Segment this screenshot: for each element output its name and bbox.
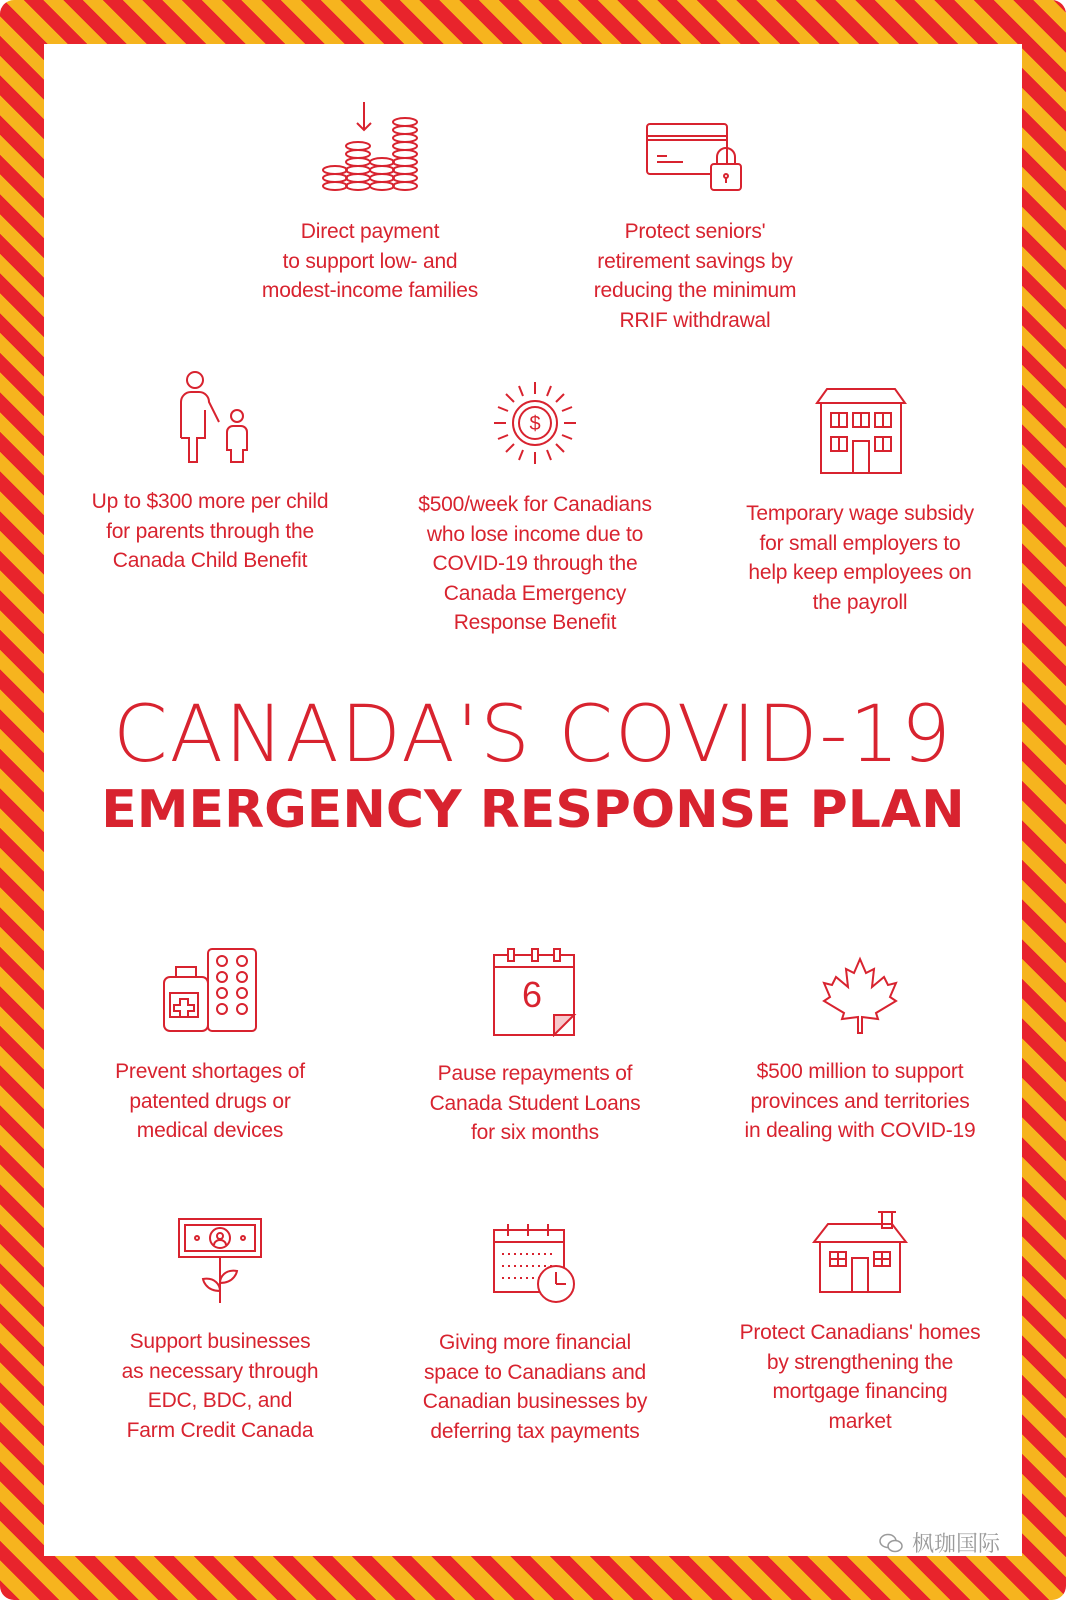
item-provinces-support bbox=[710, 955, 1010, 1146]
title-line-2: EMERGENCY RESPONSE PLAN bbox=[101, 780, 965, 840]
item-caption: Protect Canadians' homes by strengthening the mortgage financing market bbox=[739, 1321, 981, 1433]
office-building-icon bbox=[813, 385, 908, 477]
item-caption: Temporary wage subsidy for small employers to help keep employees on the payroll bbox=[746, 502, 974, 614]
medicine-pills-icon bbox=[160, 945, 260, 1035]
watermark bbox=[878, 1527, 1000, 1558]
item-student-loans bbox=[385, 945, 685, 1148]
item-caption: Prevent shortages of patented drugs or medical devices bbox=[115, 1060, 305, 1142]
item-wage-subsidy bbox=[710, 385, 1010, 617]
dollar-sun-icon bbox=[490, 378, 580, 468]
coin-stacks-icon bbox=[320, 100, 420, 195]
item-caption: Support businesses as necessary through EDC, BDC, and Farm Credit Canada bbox=[121, 1330, 319, 1442]
item-direct-payment bbox=[235, 100, 505, 306]
item-business-support bbox=[70, 1215, 370, 1445]
wechat-icon bbox=[878, 1532, 904, 1554]
item-caption: Direct payment to support low- and modest-income families bbox=[261, 220, 479, 302]
item-caption: $500/week for Canadians who lose income due to COVID-19 through the Canada Emergency Response Benefit bbox=[418, 493, 652, 634]
item-caption: Pause repayments of Canada Student Loans for six months bbox=[429, 1062, 641, 1144]
svg-text:$: $ bbox=[529, 413, 541, 435]
item-caption: Giving more financial space to Canadians and Canadian businesses by deferring tax payments bbox=[422, 1331, 648, 1443]
money-plant-icon bbox=[175, 1215, 265, 1305]
watermark-text: 枫珈国际 bbox=[912, 1532, 1001, 1557]
item-tax-deferral bbox=[385, 1222, 685, 1446]
maple-leaf-icon bbox=[820, 955, 900, 1035]
item-caption: Up to $300 more per child for parents through the Canada Child Benefit bbox=[91, 490, 329, 572]
item-drug-shortages bbox=[60, 945, 360, 1146]
calendar-six-icon bbox=[490, 945, 580, 1037]
item-mortgage-market bbox=[710, 1210, 1010, 1436]
item-protect-seniors bbox=[555, 120, 835, 335]
item-caption: Protect seniors' retirement savings by reducing the minimum RRIF withdrawal bbox=[593, 220, 797, 332]
house-icon bbox=[812, 1210, 908, 1296]
svg-text:6: 6 bbox=[521, 974, 543, 1015]
item-child-benefit bbox=[60, 370, 360, 576]
title-line-1: CANADA'S COVID-19 bbox=[113, 690, 953, 780]
item-caption: $500 million to support provinces and territories in dealing with COVID-19 bbox=[744, 1060, 976, 1142]
parent-child-icon bbox=[165, 370, 255, 465]
card-lock-icon bbox=[645, 120, 745, 195]
item-cerb bbox=[385, 378, 685, 638]
calendar-clock-icon bbox=[490, 1222, 580, 1306]
